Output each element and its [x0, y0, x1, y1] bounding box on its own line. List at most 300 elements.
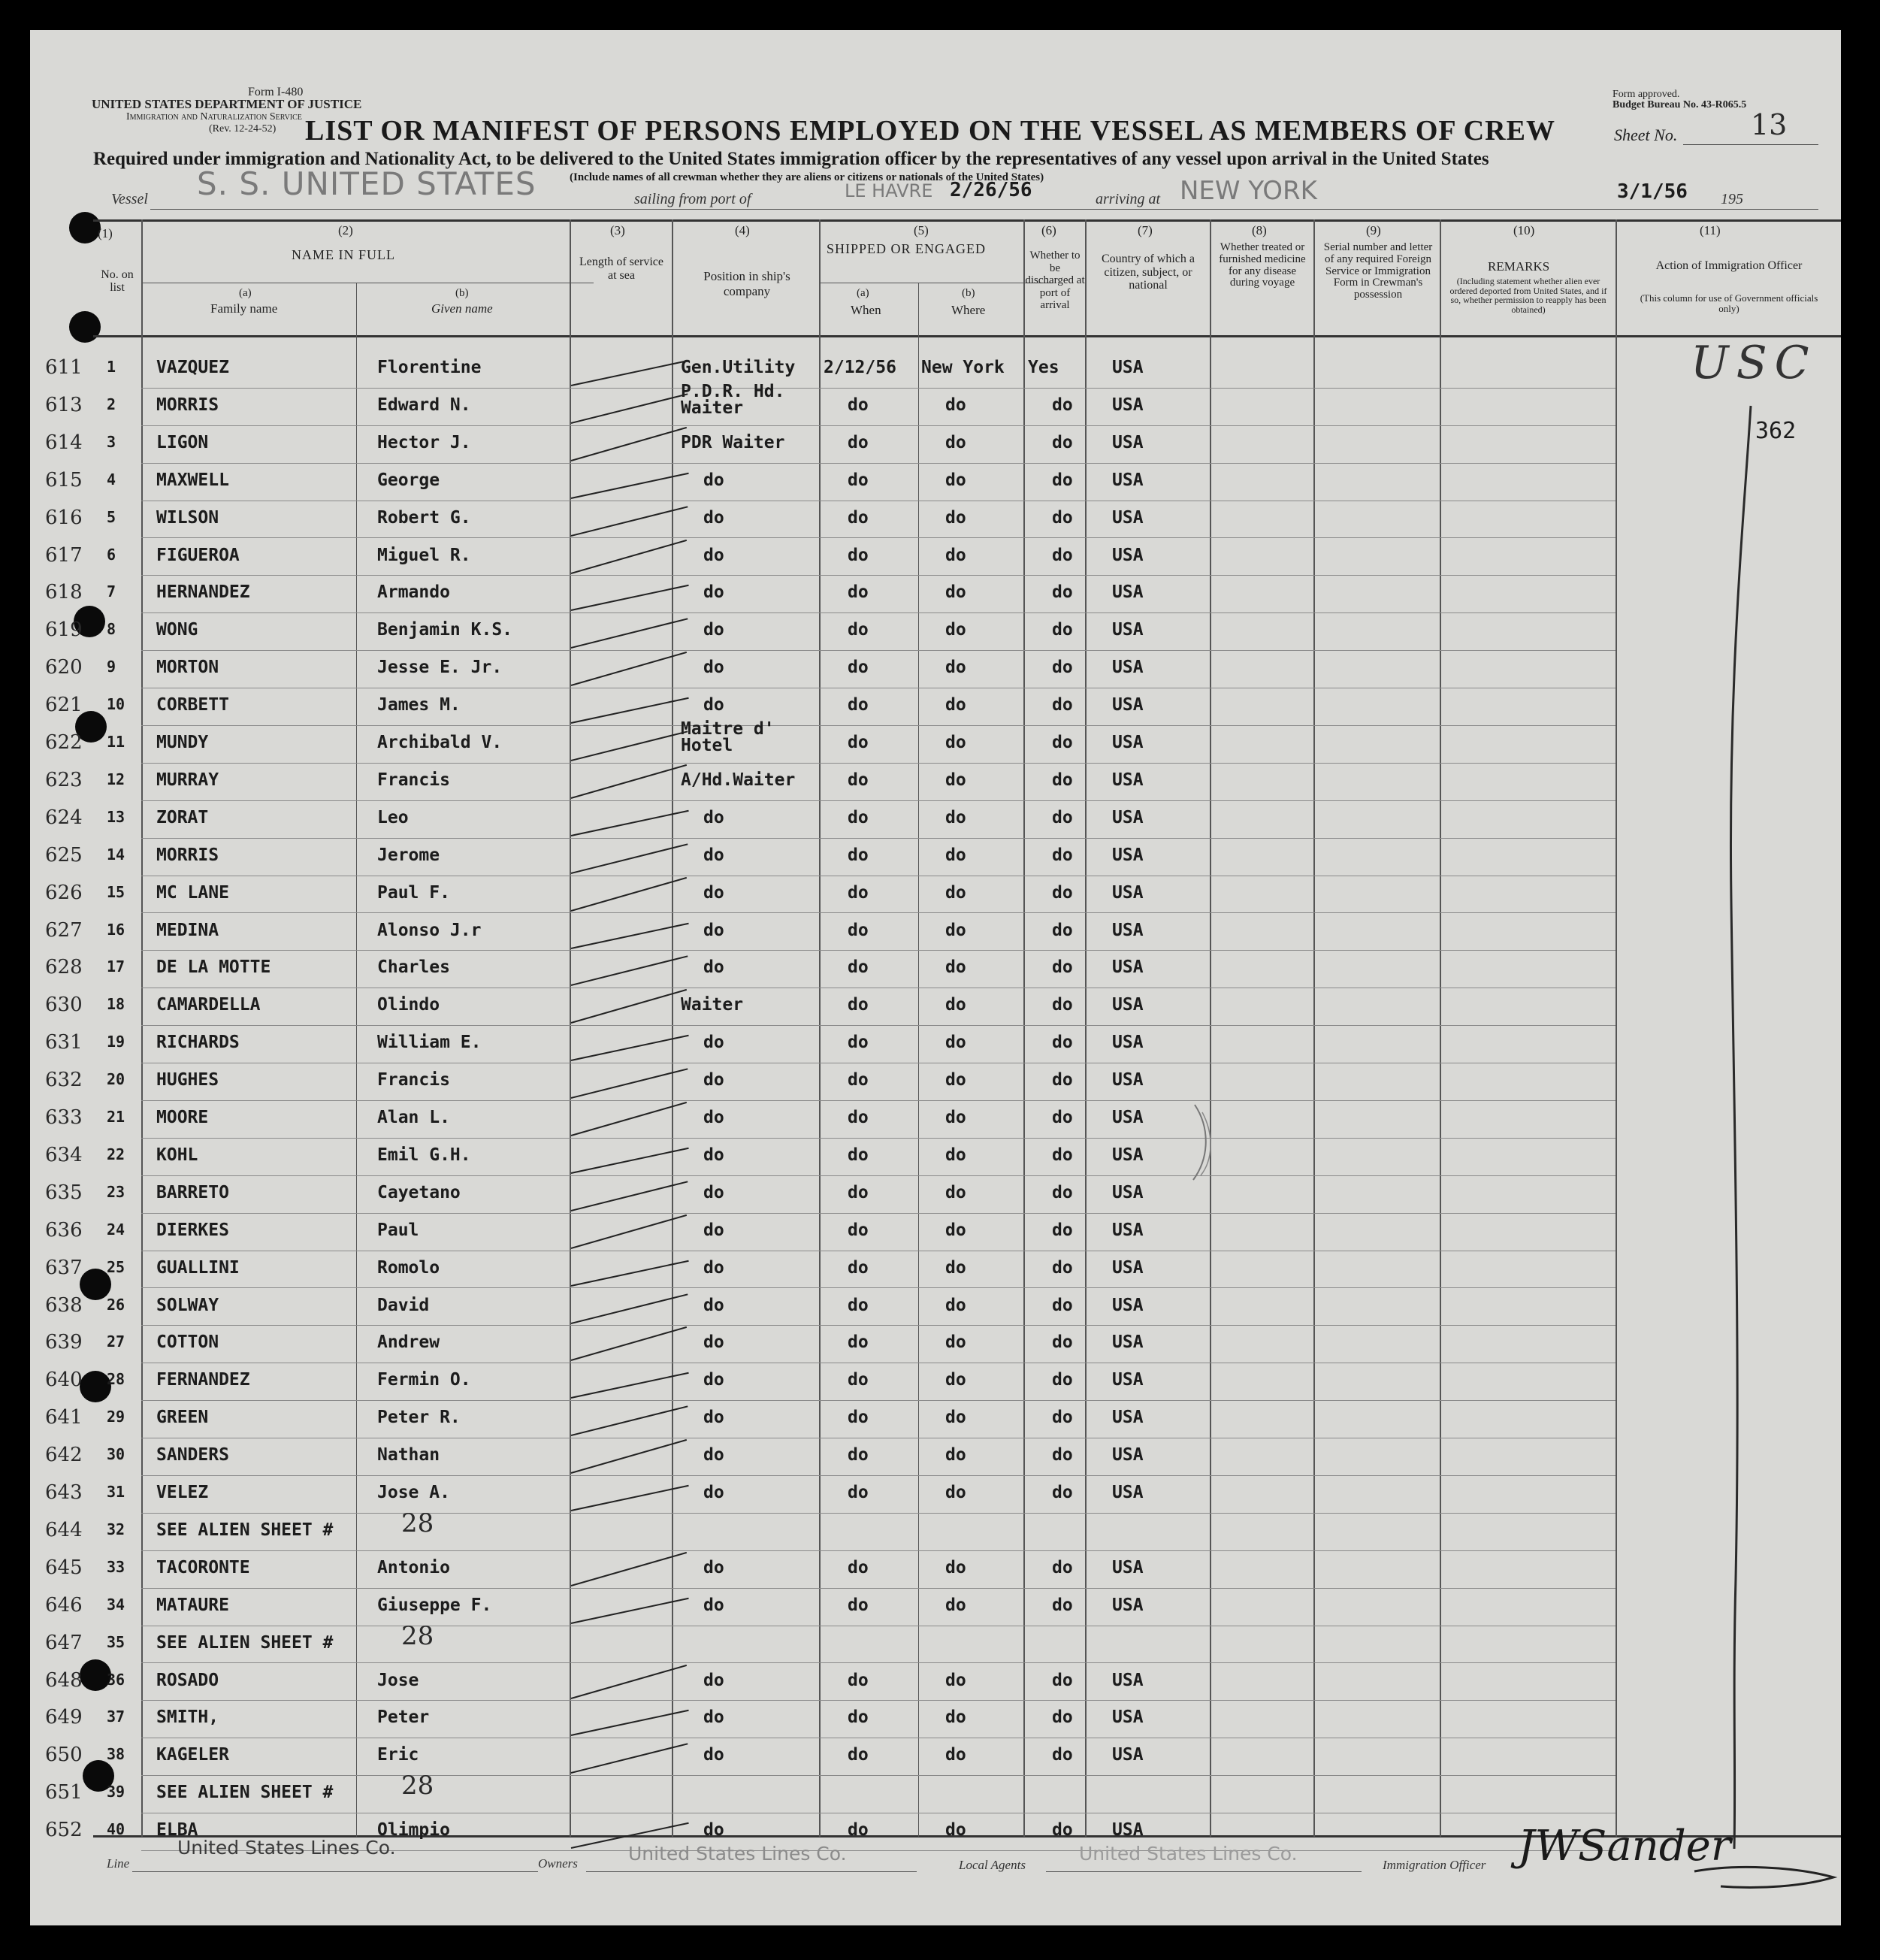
country: USA [1112, 658, 1144, 678]
shipped-where: do [945, 1220, 966, 1240]
row-number: 23 [107, 1182, 125, 1201]
position: do [703, 1332, 724, 1353]
pencil-mark [1187, 1097, 1217, 1187]
position: do [703, 620, 724, 640]
country: USA [1112, 1595, 1144, 1615]
country: USA [1112, 1670, 1144, 1690]
table-row [30, 541, 1841, 579]
country: USA [1112, 1745, 1144, 1765]
country: USA [1112, 432, 1144, 452]
row-number: 35 [107, 1632, 125, 1651]
given-name: Hector J. [377, 432, 471, 452]
sail-date: 2/26/56 [950, 179, 1032, 201]
sailing-label: sailing from port of [634, 191, 751, 207]
list-id: 613 [45, 393, 83, 416]
given-name: Florentine [377, 358, 482, 377]
position: do [703, 1220, 724, 1240]
given-name: Peter R. [377, 1408, 461, 1428]
row-rule [141, 950, 1616, 951]
list-id: 652 [45, 1819, 83, 1842]
country: USA [1112, 1332, 1144, 1353]
position: do [703, 695, 724, 715]
discharged: do [1052, 507, 1073, 528]
family-name: MAXWELL [156, 470, 229, 490]
table-top-border [93, 219, 1841, 222]
row-number: 14 [107, 845, 125, 864]
country: USA [1112, 957, 1144, 978]
list-id: 638 [45, 1293, 83, 1317]
row-rule [141, 1287, 1616, 1288]
table-row [30, 1254, 1841, 1291]
service-check-stroke [571, 506, 688, 537]
row-rule [141, 1025, 1616, 1026]
shipped-when: do [848, 920, 869, 940]
list-id: 637 [45, 1256, 83, 1279]
table-row [30, 1291, 1841, 1329]
position: do [703, 1445, 724, 1465]
discharged: do [1052, 882, 1073, 903]
table-row [30, 1216, 1841, 1254]
position: do [703, 957, 724, 978]
service-check-stroke [571, 922, 689, 948]
family-name: FERNANDEZ [156, 1370, 250, 1390]
family-name: CORBETT [156, 695, 229, 715]
punch-hole [69, 311, 101, 343]
shipped-when: do [848, 658, 869, 678]
row-number: 18 [107, 995, 125, 1014]
col11-number: (11) [1700, 223, 1721, 237]
row-rule [141, 1550, 1616, 1551]
family-name: BARRETO [156, 1182, 229, 1202]
discharged: do [1052, 1820, 1073, 1841]
country: USA [1112, 770, 1144, 790]
position: do [703, 1295, 724, 1315]
discharged: do [1052, 1745, 1073, 1765]
row-number: 2 [107, 395, 116, 413]
position: Waiter [681, 995, 744, 1015]
position: do [703, 1483, 724, 1502]
given-name: Romolo [377, 1257, 440, 1278]
shipped-where: do [945, 1108, 966, 1127]
shipped-where: do [945, 1670, 966, 1690]
row-number: 24 [107, 1220, 125, 1239]
country: USA [1112, 1707, 1144, 1728]
row-number: 40 [107, 1820, 125, 1839]
service-check-stroke [571, 877, 687, 912]
service-check-stroke [571, 1214, 687, 1249]
shipped-where: do [945, 770, 966, 790]
family-name: SEE ALIEN SHEET # [156, 1632, 334, 1653]
shipped-when: 2/12/56 [824, 358, 896, 377]
row-rule [141, 912, 1616, 913]
row-number: 28 [107, 1370, 125, 1389]
position: Maitre d' Hotel [681, 719, 775, 755]
list-id: 614 [45, 431, 83, 454]
family-name: MORRIS [156, 845, 219, 865]
table-row [30, 1508, 1841, 1553]
row-number: 19 [107, 1033, 125, 1051]
position: do [703, 1145, 724, 1165]
position: A/Hd.Waiter [681, 770, 796, 790]
officer-signature: JWSander [1518, 1822, 1731, 1871]
row-number: 8 [107, 620, 116, 639]
shipped-when: do [848, 1745, 869, 1765]
family-name: MORTON [156, 658, 219, 678]
row-rule [141, 1138, 1616, 1139]
position: do [703, 545, 724, 565]
given-name: Giuseppe F. [377, 1595, 492, 1615]
position: do [703, 807, 724, 827]
service-check-stroke [571, 1260, 689, 1286]
row-number: 12 [107, 770, 125, 788]
col2b-number: (b) [455, 287, 469, 299]
col5a-number: (a) [857, 287, 869, 299]
row-number: 27 [107, 1332, 125, 1351]
given-name: Nathan [377, 1445, 440, 1465]
table-row [30, 428, 1841, 466]
col5b-label: Where [951, 303, 986, 317]
row-rule [141, 1325, 1616, 1326]
table-row [30, 653, 1841, 691]
country: USA [1112, 1483, 1144, 1502]
shipped-where: do [945, 1370, 966, 1390]
discharged: do [1052, 1370, 1073, 1390]
revision: (Rev. 12-24-52) [209, 123, 277, 135]
family-name: MOORE [156, 1108, 209, 1127]
shipped-when: do [848, 770, 869, 790]
given-name: Charles [377, 957, 450, 978]
row-number: 31 [107, 1483, 125, 1501]
given-name: Olindo [377, 995, 440, 1015]
table-row [30, 1553, 1841, 1591]
table-row [30, 1178, 1841, 1216]
position: do [703, 1707, 724, 1728]
list-id: 636 [45, 1218, 83, 1242]
list-id: 645 [45, 1556, 83, 1579]
row-rule [141, 1513, 1616, 1514]
table-row [30, 1741, 1841, 1778]
col5-number: (5) [914, 223, 929, 237]
row-number: 7 [107, 582, 116, 601]
shipped-when: do [848, 733, 869, 752]
col1-label: No. on list [101, 268, 134, 294]
shipped-when: do [848, 1182, 869, 1202]
row-rule [141, 425, 1616, 426]
shipped-where: do [945, 845, 966, 865]
include-note: (Include names of all crewman whether they are aliens or citizens or nationals of the United States) [570, 171, 1044, 183]
list-id: 619 [45, 619, 83, 642]
shipped-when: do [848, 1408, 869, 1428]
shipped-where: New York [921, 358, 1005, 377]
service-check-stroke [571, 1326, 687, 1361]
position: do [703, 882, 724, 903]
shipped-when: do [848, 1707, 869, 1728]
service-check-stroke [571, 427, 687, 461]
line-label: Line [107, 1856, 130, 1871]
given-name: Edward N. [377, 395, 471, 415]
table-row [30, 1478, 1841, 1516]
row-rule [141, 725, 1616, 726]
port-to: NEW YORK [1180, 176, 1317, 206]
table-row [30, 1441, 1841, 1478]
given-name: Jerome [377, 845, 440, 865]
list-id: 640 [45, 1369, 83, 1392]
country: USA [1112, 1370, 1144, 1390]
position: do [703, 582, 724, 603]
service-check-stroke [571, 1710, 689, 1736]
country: USA [1112, 507, 1144, 528]
col3-label: Length of service at sea [579, 256, 663, 282]
budget-bureau: Budget Bureau No. 43-R065.5 [1613, 99, 1747, 110]
country: USA [1112, 1820, 1144, 1841]
row-number: 25 [107, 1257, 125, 1276]
position: do [703, 1257, 724, 1278]
arriving-label: arriving at [1096, 191, 1161, 207]
row-rule [141, 1400, 1616, 1401]
family-name: MEDINA [156, 920, 219, 940]
service-check-stroke [571, 764, 687, 799]
table-row [30, 1771, 1841, 1816]
family-name: GUALLINI [156, 1257, 240, 1278]
usc-annotation: USC [1691, 337, 1817, 389]
table-row [30, 991, 1841, 1028]
list-id: 639 [45, 1331, 83, 1354]
list-id: 626 [45, 881, 83, 904]
service-check-stroke [571, 539, 687, 573]
discharged: do [1052, 620, 1073, 640]
shipped-where: do [945, 695, 966, 715]
discharged: do [1052, 845, 1073, 865]
shipped-where: do [945, 620, 966, 640]
family-name: SOLWAY [156, 1295, 219, 1315]
service-check-stroke [571, 393, 688, 424]
service-check-stroke [571, 1439, 687, 1474]
table-row [30, 1103, 1841, 1141]
service-check-stroke [571, 697, 689, 724]
discharged: do [1052, 770, 1073, 790]
shipped-where: do [945, 1332, 966, 1353]
row-number: 32 [107, 1520, 125, 1538]
shipped-when: do [848, 1445, 869, 1465]
family-name: WILSON [156, 507, 219, 528]
table-row [30, 879, 1841, 916]
service-check-stroke [571, 1552, 687, 1586]
discharged: do [1052, 1108, 1073, 1127]
position: do [703, 1595, 724, 1615]
list-id: 643 [45, 1481, 83, 1504]
discharged: do [1052, 1220, 1073, 1240]
position: do [703, 1408, 724, 1428]
shipped-when: do [848, 432, 869, 452]
list-id: 628 [45, 956, 83, 979]
given-name: 28 [401, 1771, 434, 1801]
list-id: 646 [45, 1593, 83, 1617]
row-number: 38 [107, 1745, 125, 1764]
vessel-name: S. S. UNITED STATES [197, 165, 536, 202]
table-row [30, 719, 1841, 766]
discharged: do [1052, 957, 1073, 978]
discharged: do [1052, 1070, 1073, 1090]
given-name: 28 [401, 1620, 434, 1651]
discharged: do [1052, 1033, 1073, 1053]
shipped-when: do [848, 545, 869, 565]
country: USA [1112, 545, 1144, 565]
col6-number: (6) [1041, 223, 1056, 237]
shipped-when: do [848, 1670, 869, 1690]
discharged: do [1052, 1595, 1073, 1615]
discharged: do [1052, 582, 1073, 603]
col4-label: Position in ship's company [703, 269, 790, 298]
shipped-when: do [848, 1257, 869, 1278]
shipped-where: do [945, 1595, 966, 1615]
given-name: Francis [377, 1070, 450, 1090]
country: USA [1112, 582, 1144, 603]
discharged: do [1052, 545, 1073, 565]
given-name: Paul [377, 1220, 419, 1240]
country: USA [1112, 995, 1144, 1015]
position: P.D.R. Hd. Waiter [681, 381, 785, 418]
list-id: 648 [45, 1668, 83, 1692]
table-row [30, 916, 1841, 954]
shipped-where: do [945, 920, 966, 940]
row-number: 37 [107, 1707, 125, 1726]
given-name: Peter [377, 1707, 430, 1728]
row-number: 36 [107, 1670, 125, 1689]
row-number: 30 [107, 1445, 125, 1464]
family-name: VELEZ [156, 1483, 209, 1502]
country: USA [1112, 395, 1144, 415]
service-check-stroke [571, 1597, 689, 1623]
list-id: 641 [45, 1406, 83, 1429]
row-number: 3 [107, 432, 116, 451]
list-id: 615 [45, 468, 83, 492]
discharged: do [1052, 733, 1073, 752]
position: do [703, 1670, 724, 1690]
shipped-when: do [848, 1145, 869, 1165]
discharged: do [1052, 995, 1073, 1015]
row-rule [141, 800, 1616, 801]
row-rule [141, 1775, 1616, 1776]
discharged: do [1052, 1445, 1073, 1465]
given-name: Leo [377, 807, 409, 827]
given-name: Antonio [377, 1557, 450, 1577]
shipped-where: do [945, 1557, 966, 1577]
col3-number: (3) [610, 223, 625, 237]
col10-number: (10) [1513, 223, 1535, 237]
list-id: 651 [45, 1781, 83, 1804]
country: USA [1112, 1557, 1144, 1577]
discharged: do [1052, 807, 1073, 827]
service-check-stroke [571, 1664, 687, 1698]
table-row [30, 1403, 1841, 1441]
shipped-when: do [848, 1557, 869, 1577]
discharged: do [1052, 1295, 1073, 1315]
row-number: 9 [107, 658, 116, 676]
country: USA [1112, 807, 1144, 827]
shipped-where: do [945, 1145, 966, 1165]
shipped-where: do [945, 1483, 966, 1502]
family-name: KOHL [156, 1145, 198, 1165]
service-check-stroke [571, 1406, 688, 1437]
country: USA [1112, 1220, 1144, 1240]
country: USA [1112, 358, 1144, 377]
table-row [30, 1141, 1841, 1178]
department: UNITED STATES DEPARTMENT OF JUSTICE [92, 97, 362, 111]
row-number: 15 [107, 882, 125, 901]
country: USA [1112, 1033, 1144, 1053]
row-rule [141, 463, 1616, 464]
shipped-where: do [945, 1445, 966, 1465]
position: do [703, 845, 724, 865]
col10-note: (Including statement whether alien ever ordered deported from United States, and if so, whether permission to reapply has been obtained) [1449, 276, 1607, 315]
shipped-when: do [848, 995, 869, 1015]
discharged: do [1052, 432, 1073, 452]
family-name: MATAURE [156, 1595, 229, 1615]
row-number: 26 [107, 1295, 125, 1314]
table-row [30, 1066, 1841, 1103]
discharged: do [1052, 920, 1073, 940]
country: USA [1112, 620, 1144, 640]
family-name: KAGELER [156, 1745, 229, 1765]
vessel-label: Vessel [111, 191, 148, 207]
table-row [30, 1620, 1841, 1666]
sheet-number: 13 [1751, 108, 1788, 141]
shipped-when: do [848, 1370, 869, 1390]
family-name: MORRIS [156, 395, 219, 415]
list-id: 627 [45, 918, 83, 942]
col2b-label: Given name [431, 301, 493, 316]
col8-number: (8) [1252, 223, 1267, 237]
col4-number: (4) [735, 223, 750, 237]
service-check-stroke [571, 1485, 689, 1511]
shipped-where: do [945, 1820, 966, 1841]
given-name: Francis [377, 770, 450, 790]
list-id: 611 [45, 356, 83, 379]
table-row [30, 953, 1841, 991]
shipped-when: do [848, 1820, 869, 1841]
given-name: Fermin O. [377, 1370, 471, 1390]
shipped-where: do [945, 733, 966, 752]
position: do [703, 507, 724, 528]
table-row [30, 381, 1841, 428]
position: do [703, 1370, 724, 1390]
family-name: MURRAY [156, 770, 219, 790]
discharged: Yes [1028, 358, 1059, 377]
col1-number: (1) [98, 226, 113, 240]
country: USA [1112, 733, 1144, 752]
col11-note: (This column for use of Government officials only) [1640, 292, 1818, 314]
family-name: MC LANE [156, 882, 229, 903]
row-number: 16 [107, 920, 125, 939]
col7-number: (7) [1138, 223, 1153, 237]
position: do [703, 658, 724, 678]
discharged: do [1052, 1182, 1073, 1202]
family-name: DE LA MOTTE [156, 957, 271, 978]
list-id: 616 [45, 506, 83, 529]
row-number: 10 [107, 695, 125, 714]
col2-label: NAME IN FULL [292, 247, 395, 262]
col6-label: Whether to be discharged at port of arrival [1025, 250, 1085, 311]
row-rule [141, 1213, 1616, 1214]
list-id: 635 [45, 1181, 83, 1204]
row-rule [141, 612, 1616, 613]
list-id: 647 [45, 1631, 83, 1654]
agents-label: Local Agents [959, 1858, 1026, 1872]
family-name: MUNDY [156, 733, 209, 752]
service-check-stroke [571, 1293, 688, 1324]
col10-label: REMARKS [1488, 259, 1550, 274]
list-id: 618 [45, 581, 83, 604]
